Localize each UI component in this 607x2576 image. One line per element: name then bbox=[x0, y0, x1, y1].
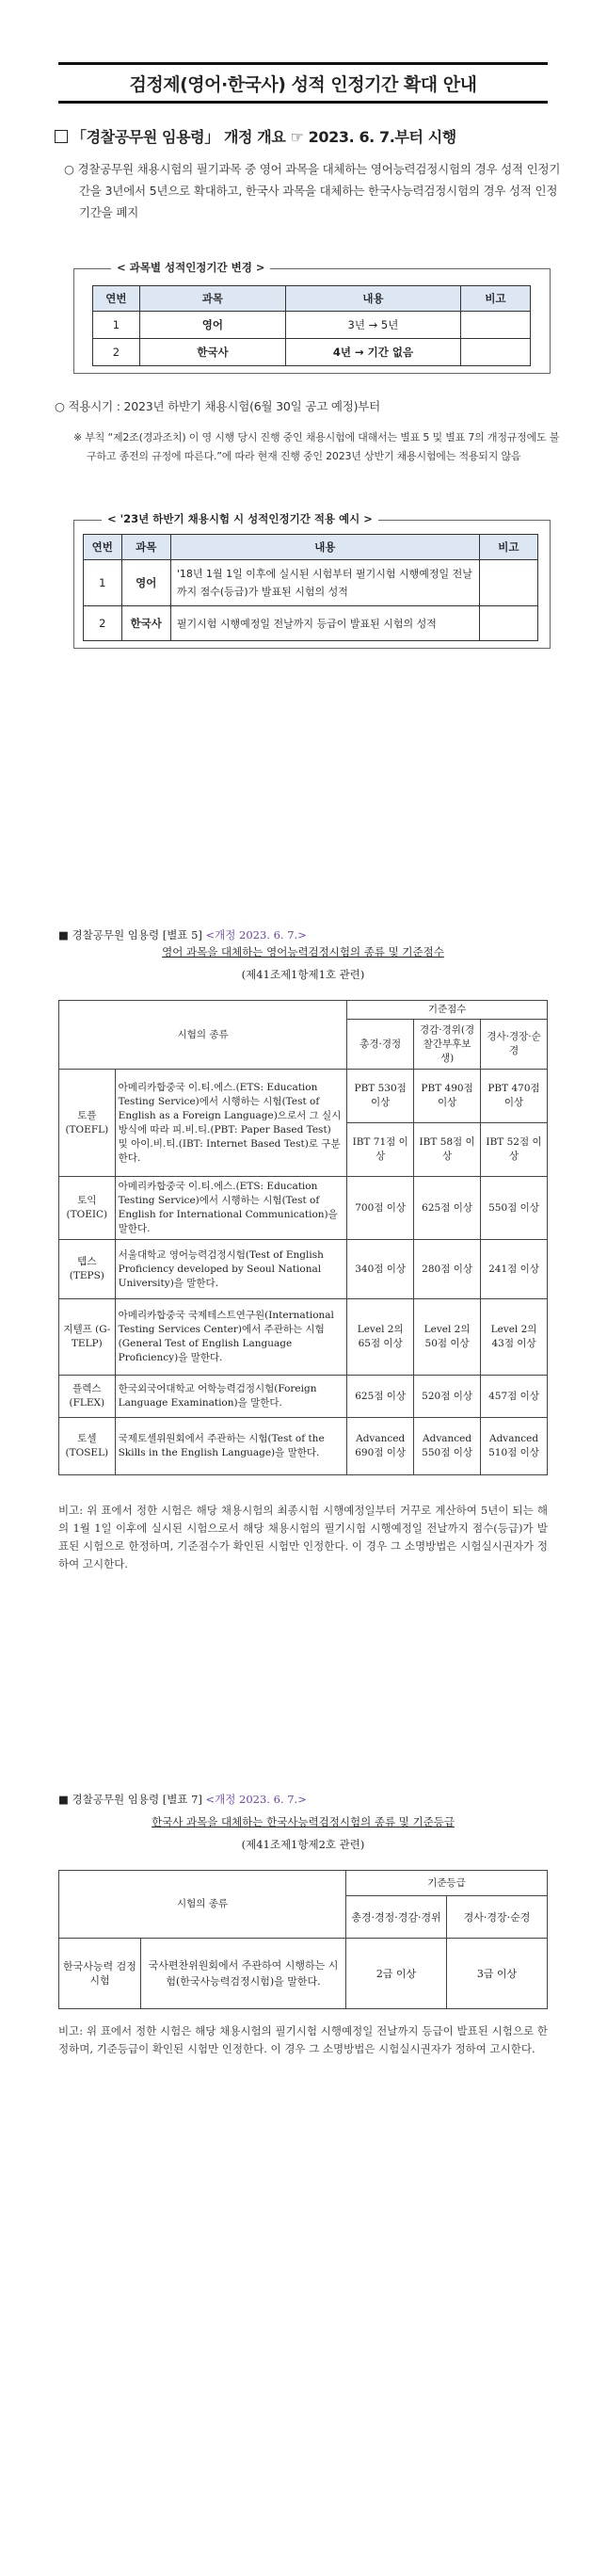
exam-description: 아메리카합중국 국제테스트연구원(International Testing Services Center)에서 주관하는 시험(General Test of English Language Proficiency)을 말한다. bbox=[115, 1299, 347, 1376]
table-cell: '18년 1월 1일 이후에 실시된 시험부터 필기시험 시행예정일 전날까지 점수(등급)가 발표된 시험의 성적 bbox=[170, 560, 479, 606]
exam-description: 아메리카합중국 이.티.에스.(ETS: Education Testing Service)에서 시행하는 시험(Test of English as a Foreign Language)으로서 그 실시방식에 따라 피.비.티.(PBT: Paper Based Test) 및 아이.비.티.(IBT: Internet Based Test)로 구분한다. bbox=[115, 1070, 347, 1177]
score-cell: IBT 52점 이상 bbox=[481, 1123, 548, 1177]
checkbox-square-icon bbox=[55, 130, 68, 143]
exam-name: 토셀 (TOSEL) bbox=[59, 1418, 116, 1475]
table-cell: 영어 bbox=[121, 560, 170, 606]
score-cell: Level 2의 65점 이상 bbox=[347, 1299, 414, 1376]
appendix7-subtitle: (제41조제1항제2호 관련) bbox=[241, 1838, 365, 1851]
apply-period: ○ 적용시기 : 2023년 하반기 채용시험(6월 30일 공고 예정)부터 bbox=[55, 399, 381, 413]
table-cell: 4년 → 기간 없음 bbox=[286, 339, 461, 366]
score-cell: 625점 이상 bbox=[414, 1177, 481, 1240]
table-cell: 한국사 bbox=[139, 339, 285, 366]
header-cell: 기준점수 bbox=[347, 1001, 548, 1020]
header-cell: 기준등급 bbox=[346, 1871, 548, 1896]
table-header-row bbox=[84, 535, 538, 560]
table-cell bbox=[460, 339, 530, 366]
exam-name: 토익 (TOEIC) bbox=[59, 1177, 116, 1240]
score-cell: 457점 이상 bbox=[481, 1376, 548, 1418]
table-header-row bbox=[59, 1871, 548, 1896]
header-cell: 경감·경위(경찰간부후보생) bbox=[414, 1020, 481, 1070]
table-header-row bbox=[93, 286, 531, 312]
table-cell: 2 bbox=[84, 606, 122, 641]
header-cell: 연번 bbox=[93, 286, 140, 312]
appendix5-note: 비고: 위 표에서 정한 시험은 해당 채용시험의 최종시험 시행예정일부터 거꾸로 계산하여 5년이 되는 해의 1월 1일 이후에 실시된 시험으로서 해당 채용시험의 필기시험 시행예정일 전날까지 점수(등급)가 발표된 시험으로 한정하며, 기준점수가 확인된 시험만 인정한다. 이 경우 그 소명방법은 시험실시권자가 정하여 고시한다. bbox=[58, 1504, 548, 1570]
table-row bbox=[59, 1299, 548, 1376]
change-table-title: < 과목별 성적인정기간 변경 > bbox=[111, 260, 270, 275]
bullet-circle: ○ bbox=[64, 162, 74, 176]
score-cell: IBT 58점 이상 bbox=[414, 1123, 481, 1177]
header-cell: 총경·경정 bbox=[347, 1020, 414, 1070]
grade-cell: 3급 이상 bbox=[447, 1939, 548, 2009]
exam-description: 한국외국어대학교 어학능력검정시험(Foreign Language Examination)을 말한다. bbox=[115, 1376, 347, 1418]
appendix7-heading: ■ 경찰공무원 임용령 [별표 7] <개정 2023. 6. 7.> bbox=[58, 1793, 307, 1806]
header-cell: 내용 bbox=[286, 286, 461, 312]
table-row bbox=[93, 312, 531, 339]
appendix5-table bbox=[58, 1000, 548, 1475]
exam-description: 아메리카합중국 이.티.에스.(ETS: Education Testing Service)에서 시행하는 시험(Test of English for International Communication)을 말한다. bbox=[115, 1177, 347, 1240]
table-row bbox=[59, 1418, 548, 1475]
exam-description: 서울대학교 영어능력검정시험(Test of English Proficiency developed by Seoul National University)을 말한다. bbox=[115, 1240, 347, 1299]
exam-name: 플렉스 (FLEX) bbox=[59, 1376, 116, 1418]
appendix5-heading: ■ 경찰공무원 임용령 [별표 5] <개정 2023. 6. 7.> bbox=[58, 928, 307, 942]
appendix7-note: 비고: 위 표에서 정한 시험은 해당 채용시험의 필기시험 시행예정일 전날까지 등급이 발표된 시험으로 한정하며, 기준등급이 확인된 시험만 인정한다. 이 경우 그 소명방법은 시험실시권자가 정하여 고시한다. bbox=[58, 2024, 548, 2055]
example-table-title: < '23년 하반기 채용시험 시 성적인정기간 적용 예시 > bbox=[102, 511, 378, 526]
exam-name: 텝스 (TEPS) bbox=[59, 1240, 116, 1299]
exam-name: 한국사능력 검정시험 bbox=[59, 1939, 141, 2009]
table-cell: 3년 → 5년 bbox=[286, 312, 461, 339]
header-cell: 경사·경장·순경 bbox=[447, 1896, 548, 1939]
appendix5-title: 영어 과목을 대체하는 영어능력검정시험의 종류 및 기준점수 bbox=[162, 945, 444, 958]
example-table bbox=[83, 534, 538, 641]
exam-description: 국사편찬위원회에서 주관하여 시행하는 시험(한국사능력검정시험)을 말한다. bbox=[141, 1939, 346, 2009]
score-cell: 520점 이상 bbox=[414, 1376, 481, 1418]
header-cell: 내용 bbox=[170, 535, 479, 560]
table-cell: 필기시험 시행예정일 전날까지 등급이 발표된 시험의 성적 bbox=[170, 606, 479, 641]
header-cell: 총경·경정·경감·경위 bbox=[346, 1896, 447, 1939]
table-cell: 1 bbox=[84, 560, 122, 606]
score-cell: PBT 470점 이상 bbox=[481, 1070, 548, 1123]
table-cell: 영어 bbox=[139, 312, 285, 339]
score-cell: 625점 이상 bbox=[347, 1376, 414, 1418]
header-cell: 시험의 종류 bbox=[59, 1001, 347, 1070]
header-cell: 경사·경장·순경 bbox=[481, 1020, 548, 1070]
score-cell: Level 2의 50점 이상 bbox=[414, 1299, 481, 1376]
grade-cell: 2급 이상 bbox=[346, 1939, 447, 2009]
table-row bbox=[59, 1939, 548, 2009]
score-cell: PBT 530점 이상 bbox=[347, 1070, 414, 1123]
table-cell bbox=[479, 560, 537, 606]
header-cell: 과목 bbox=[139, 286, 285, 312]
table-row bbox=[84, 560, 538, 606]
header-cell: 비고 bbox=[479, 535, 537, 560]
score-cell: 340점 이상 bbox=[347, 1240, 414, 1299]
exam-name: 토플 (TOEFL) bbox=[59, 1070, 116, 1177]
table-cell: 한국사 bbox=[121, 606, 170, 641]
score-cell: IBT 71점 이상 bbox=[347, 1123, 414, 1177]
score-cell: 280점 이상 bbox=[414, 1240, 481, 1299]
intro-paragraph: ○ 경찰공무원 채용시험의 필기과목 중 영어 과목을 대체하는 영어능력검정시험의 경우 성적 인정기간을 3년에서 5년으로 확대하고, 한국사 과목을 대체하는 한국사능력검정시험의 경우 성적 인정기간을 폐지 bbox=[64, 162, 561, 219]
addendum-note: ※ 부칙 “제2조(경과조치) 이 영 시행 당시 진행 중인 채용시험에 대해서는 별표 5 및 별표 7의 개정규정에도 불구하고 종전의 규정에 따른다.”에 따라 현재 진행 중인 2023년 상반기 채용시험에는 적용되지 않음 bbox=[73, 431, 560, 462]
table-cell: 2 bbox=[93, 339, 140, 366]
table-row bbox=[59, 1070, 548, 1123]
score-cell: 241점 이상 bbox=[481, 1240, 548, 1299]
table-row bbox=[93, 339, 531, 366]
table-row bbox=[59, 1376, 548, 1418]
score-cell: Advanced 510점 이상 bbox=[481, 1418, 548, 1475]
score-cell: Level 2의 43점 이상 bbox=[481, 1299, 548, 1376]
table-row bbox=[84, 606, 538, 641]
table-row bbox=[59, 1177, 548, 1240]
exam-description: 국제토셀위원회에서 주관하는 시험(Test of the Skills in the English Language)을 말한다. bbox=[115, 1418, 347, 1475]
table-cell bbox=[460, 312, 530, 339]
exam-name: 지텔프 (G-TELP) bbox=[59, 1299, 116, 1376]
score-cell: PBT 490점 이상 bbox=[414, 1070, 481, 1123]
table-header-row bbox=[59, 1001, 548, 1020]
appendix7-title: 한국사 과목을 대체하는 한국사능력검정시험의 종류 및 기준등급 bbox=[152, 1815, 455, 1828]
score-cell: Advanced 690점 이상 bbox=[347, 1418, 414, 1475]
score-cell: 700점 이상 bbox=[347, 1177, 414, 1240]
score-cell: Advanced 550점 이상 bbox=[414, 1418, 481, 1475]
header-cell: 연번 bbox=[84, 535, 122, 560]
page-title: 검정제(영어·한국사) 성적 인정기간 확대 안내 bbox=[58, 62, 548, 104]
header-cell: 비고 bbox=[460, 286, 530, 312]
table-cell bbox=[479, 606, 537, 641]
appendix7-table bbox=[58, 1870, 548, 2009]
score-cell: 550점 이상 bbox=[481, 1177, 548, 1240]
header-cell: 과목 bbox=[121, 535, 170, 560]
table-cell: 1 bbox=[93, 312, 140, 339]
section-heading: 「경찰공무원 임용령」 개정 개요 ☞ 2023. 6. 7.부터 시행 bbox=[55, 125, 456, 147]
table-row bbox=[59, 1240, 548, 1299]
header-cell: 시험의 종류 bbox=[59, 1871, 346, 1939]
appendix5-subtitle: (제41조제1항제1호 관련) bbox=[241, 968, 365, 981]
change-table bbox=[92, 285, 531, 366]
